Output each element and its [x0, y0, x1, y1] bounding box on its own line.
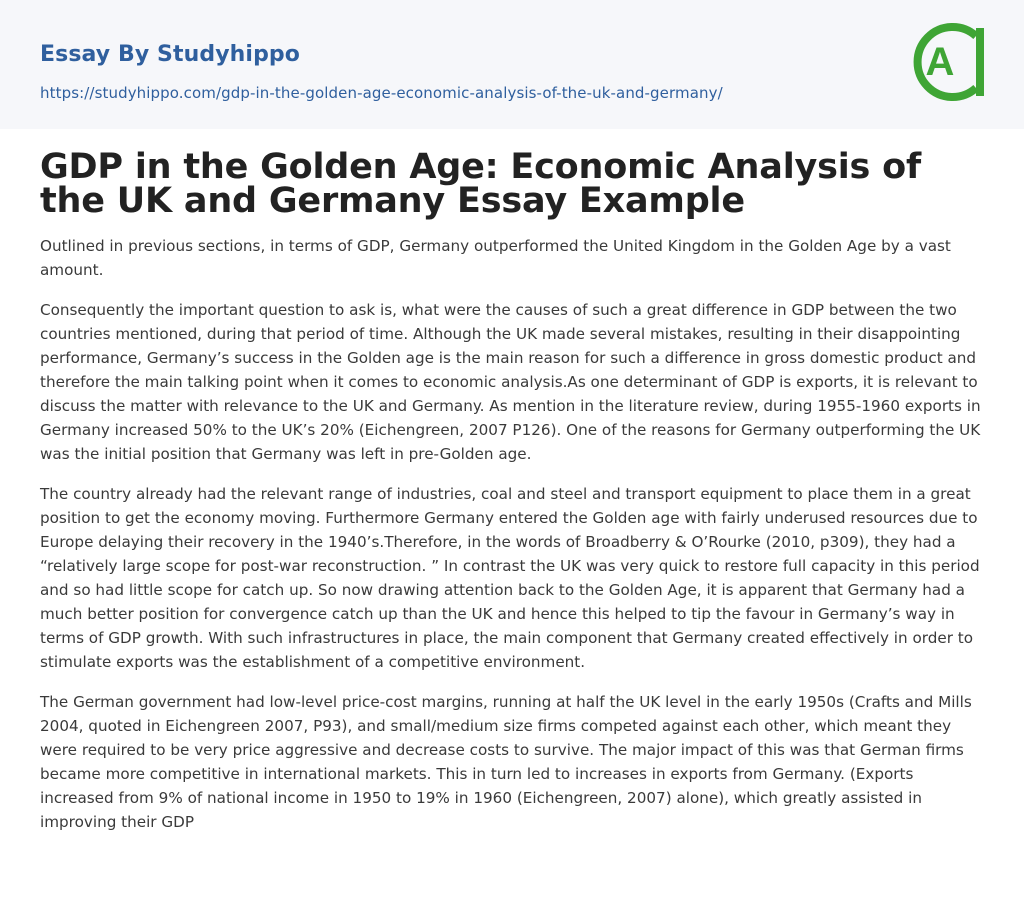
essay-content — [40, 234, 986, 850]
essay-paragraph-3: The country already had the relevant range of industries, coal and steel and transport equipment to place them in a great position to get the economy moving. Furthermore Germany entered the Golden age with fairly underused resources due to Europe delaying their recovery in the 1940’s.Therefore, in the words of Broadberry & O’Rourke (2010, p309), they had a “relatively large scope for post-war reconstruction. ” In contrast the UK was very quick to restore full capacity in this period and so had little scope for catch up. So now drawing attention back to the Golden Age, it is apparent that Germany had a much better position for convergence catch up than the UK and hence this helped to tip the favour in Germany’s way in terms of GDP growth. With such infrastructures in place, the main component that Germany created effectively in order to stimulate exports was the establishment of a competitive environment. — [40, 485, 980, 671]
essay-paragraph-1: Outlined in previous sections, in terms of GDP, Germany outperformed the United Kingdom in the Golden Age by a vast amount. — [40, 237, 951, 279]
studyhippo-logo-icon[interactable] — [910, 18, 988, 106]
essay-paragraph-4: The German government had low-level price-cost margins, running at half the UK level in the early 1950s (Crafts and Mills 2004, quoted in Eichengreen 2007, P93), and small/medium size firms competed against each other, which meant they were required to be very price aggressive and decrease costs to survive. The major impact of this was that German firms became more competitive in international markets. This in turn led to increases in exports from Germany. (Exports increased from 9% of national income in 1950 to 19% in 1960 (Eichengreen, 2007) alone), which greatly assisted in improving their GDP — [40, 693, 972, 831]
essay-url-link[interactable]: https://studyhippo.com/gdp-in-the-golden-age-economic-analysis-of-the-uk-and-germany/ — [40, 84, 723, 102]
site-brand[interactable]: Essay By Studyhippo — [40, 42, 300, 67]
essay-paragraph-2: Consequently the important question to ask is, what were the causes of such a great difference in GDP between the two countries mentioned, during that period of time. Although the UK made several mistakes, resulting in their disappointing performance, Germany’s success in the Golden age is the main reason for such a difference in gross domestic product and therefore the main talking point when it comes to economic analysis.As one determinant of GDP is exports, it is relevant to discuss the matter with relevance to the UK and Germany. As mention in the literature review, during 1955-1960 exports in Germany increased 50% to the UK’s 20% (Eichengreen, 2007 P126). One of the reasons for Germany outperforming the UK was the initial position that Germany was left in pre-Golden age. — [40, 301, 981, 463]
page-title: GDP in the Golden Age: Economic Analysis of the UK and Germany Essay Example — [40, 147, 922, 221]
site-header — [0, 0, 1024, 129]
logo-letter: A — [925, 40, 955, 84]
